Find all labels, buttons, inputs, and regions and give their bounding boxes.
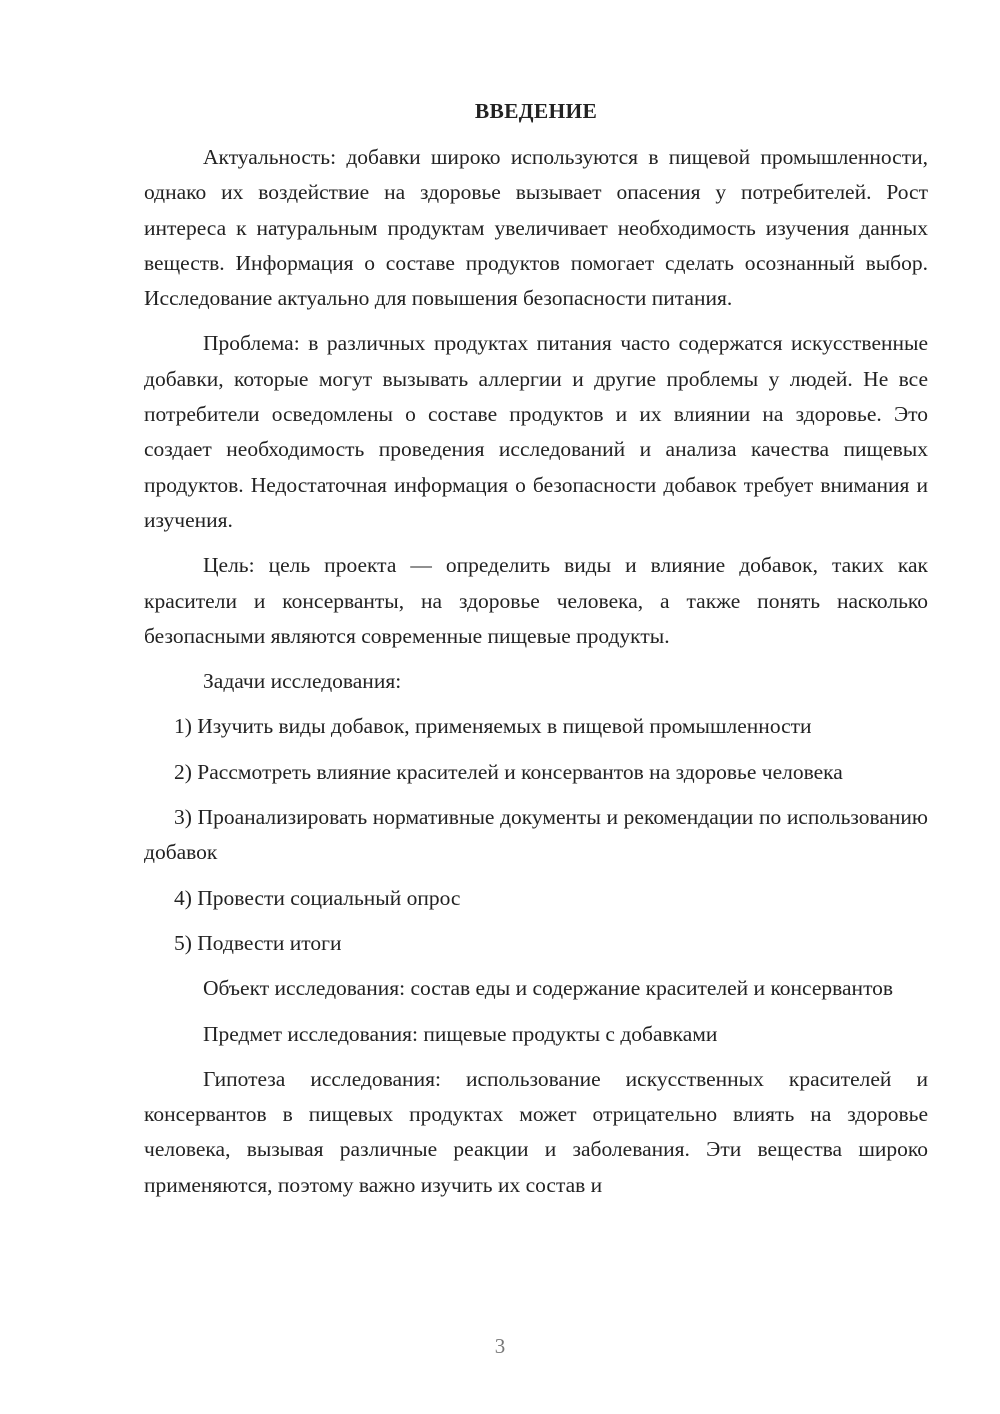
object-paragraph: Объект исследования: состав еды и содержание красителей и консервантов bbox=[203, 976, 894, 1001]
goal-paragraph: Цель: цель проекта — определить виды и влияние добавок, таких как красители и консерванты, на здоровье человека, а также понять насколько безопасными являются современные пищевые продукты. bbox=[144, 553, 928, 648]
task-item: 3) Проанализировать нормативные документы и рекомендации по использованию добавок bbox=[144, 805, 928, 865]
hypothesis-paragraph: Гипотеза исследования: использование искусственных красителей и консервантов в пищевых продуктах может отрицательно влиять на здоровье человека, вызывая различные реакции и заболевания. Эти вещества широко применяются, поэтому важно изучить их состав и bbox=[144, 1066, 928, 1197]
page-content bbox=[144, 96, 928, 1213]
problem-paragraph: Проблема: в различных продуктах питания часто содержатся искусственные добавки, которые могут вызывать аллергии и другие проблемы у людей. Не все потребители осведомлены о составе продуктов и их влиянии на здоровье. Это создает необходимость проведения исследований и анализа качества пищевых продуктов. Недостаточная информация о безопасности добавок требует внимания и изучения. bbox=[144, 331, 928, 532]
relevance-paragraph: Актуальность: добавки широко используются в пищевой промышленности, однако их воздействие на здоровье вызывает опасения у потребителей. Рост интереса к натуральным продуктам увеличивает необходимость изучения данных веществ. Информация о составе продуктов помогает сделать осознанный выбор. Исследование актуально для повышения безопасности питания. bbox=[144, 145, 928, 311]
page-number: 3 bbox=[494, 1334, 506, 1358]
task-item: 2) Рассмотреть влияние красителей и консервантов на здоровье человека bbox=[174, 759, 843, 784]
task-item: 4) Провести социальный опрос bbox=[174, 885, 461, 910]
subject-paragraph: Предмет исследования: пищевые продукты с добавками bbox=[203, 1021, 718, 1046]
task-item: 5) Подвести итоги bbox=[174, 930, 342, 955]
section-title: ВВЕДЕНИЕ bbox=[474, 99, 598, 123]
task-item: 1) Изучить виды добавок, применяемых в пищевой промышленности bbox=[174, 714, 812, 739]
tasks-heading: Задачи исследования: bbox=[203, 669, 402, 694]
